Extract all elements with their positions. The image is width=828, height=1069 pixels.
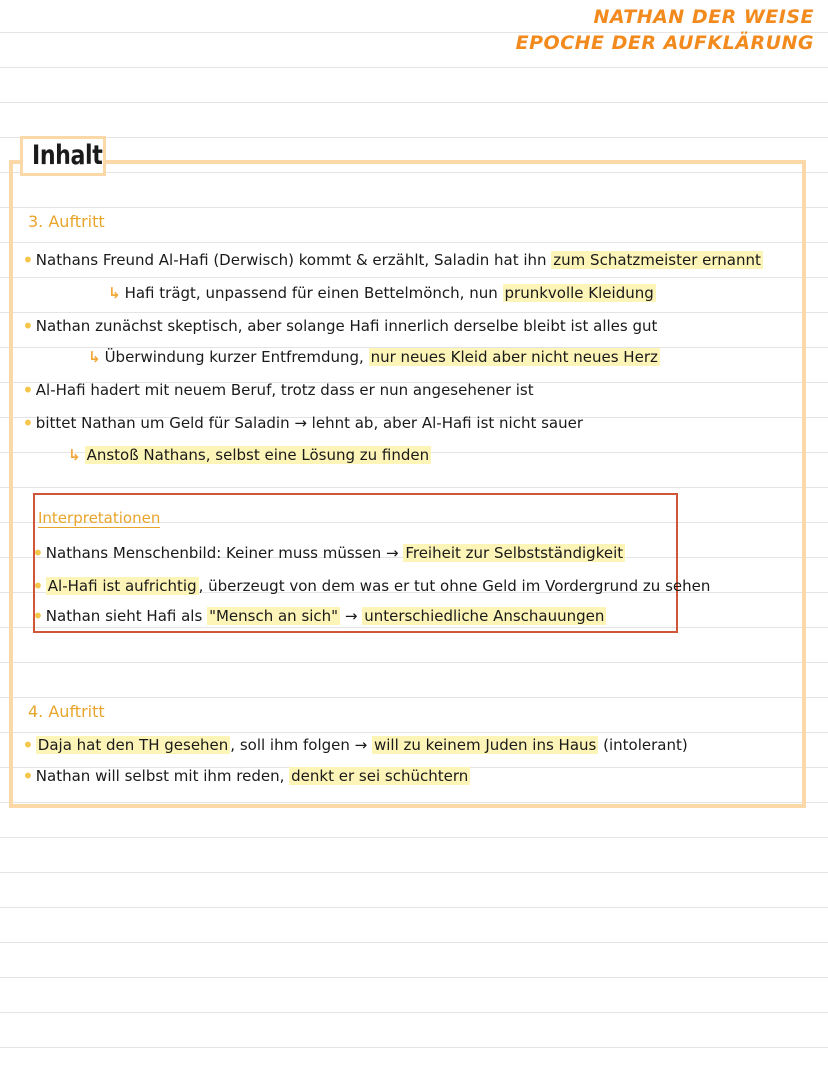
auftritt-3-title: 3. Auftritt [28,212,105,231]
list-item: • Daja hat den TH gesehen , soll ihm folgen → will zu keinem Juden ins Haus (intolerant) [22,733,688,757]
list-item: • Nathan zunächst skeptisch, aber solange Hafi innerlich derselbe bleibt ist alles gut [22,314,658,338]
arrow-return-icon: ↳ [108,284,121,302]
list-item: • bittet Nathan um Geld für Saladin → lehnt ab, aber Al-Hafi ist nicht sauer [22,411,584,435]
list-item: • Nathan will selbst mit ihm reden, denkt er sei schüchtern [22,764,469,788]
document-title: NATHAN DER WEISE [593,6,814,28]
section-label-box [20,136,106,176]
auftritt-4-title: 4. Auftritt [28,702,105,721]
list-subitem: ↳ Anstoß Nathans, selbst eine Lösung zu finden [68,446,430,464]
bullet-icon: • [22,764,34,788]
list-subitem: ↳ Hafi trägt, unpassend für einen Bettelmönch, nun prunkvolle Kleidung [108,284,654,302]
bullet-icon: • [22,314,34,338]
bullet-icon: • [32,604,44,628]
section-label: Inhalt [32,140,103,171]
document-header [516,4,814,56]
list-item: • Nathans Freund Al-Hafi (Derwisch) kommt & erzählt, Saladin hat ihn zum Schatzmeister ernannt [22,248,761,272]
bullet-icon: • [32,541,44,565]
list-item: • Nathans Menschenbild: Keiner muss müssen → Freiheit zur Selbstständigkeit [32,541,624,565]
list-item: • Al-Hafi hadert mit neuem Beruf, trotz dass er nun angesehener ist [22,378,534,402]
bullet-icon: • [22,378,34,402]
bullet-icon: • [22,411,34,435]
document-subtitle: EPOCHE DER AUFKLÄRUNG [515,32,814,54]
interpretation-title: Interpretationen [38,509,161,527]
arrow-return-icon: ↳ [68,446,81,464]
list-subitem: ↳ Überwindung kurzer Entfremdung, nur neues Kleid aber nicht neues Herz [88,348,658,366]
bullet-icon: • [22,248,34,272]
list-item: • Al-Hafi ist aufrichtig , überzeugt von dem was er tut ohne Geld im Vordergrund zu sehen [32,574,711,598]
arrow-return-icon: ↳ [88,348,101,366]
bullet-icon: • [32,574,44,598]
list-item: • Nathan sieht Hafi als "Mensch an sich" → unterschiedliche Anschauungen [32,604,605,628]
bullet-icon: • [22,733,34,757]
